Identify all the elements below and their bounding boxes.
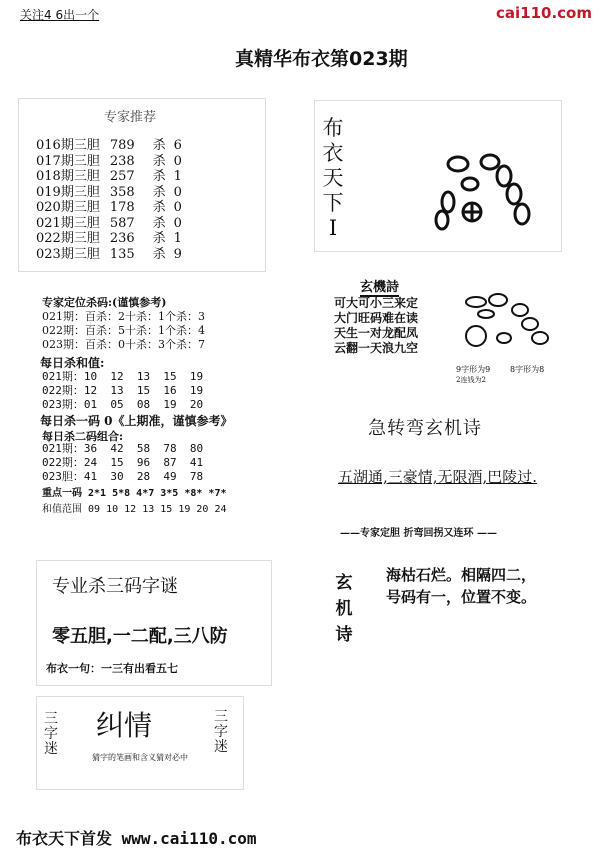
poem-line: 大门旺码难在读 xyxy=(334,311,419,325)
expert-nums: 587 xyxy=(109,215,135,231)
site-logo[interactable]: cai110.com xyxy=(496,4,592,22)
expert-nums: 178 xyxy=(109,200,135,215)
notice-text: 关注4 6出一个 xyxy=(20,8,100,22)
xuanji-vertical-title: 玄机诗 xyxy=(335,573,353,645)
jizhuan-title: 急转弯玄机诗 xyxy=(368,418,482,439)
expert-row xyxy=(36,231,182,247)
big-word: 纠情 xyxy=(96,709,153,742)
expert-kill-num: 0 xyxy=(173,215,182,231)
expert-issue: 023期三胆 xyxy=(36,246,100,262)
sum-range-line: 和值范围 09 10 12 13 15 19 20 24 xyxy=(42,504,227,515)
expert-nums: 257 xyxy=(109,169,135,184)
expert-row xyxy=(36,200,182,216)
expert-row xyxy=(36,169,182,185)
sum-row: 021期：10 12 13 15 19 xyxy=(42,370,204,383)
expert-issue: 022期三胆 xyxy=(36,231,100,246)
expert-title: 专家推荐 xyxy=(104,110,157,125)
expert-kill: 杀 xyxy=(152,169,166,184)
expert-kill: 杀 xyxy=(152,153,166,169)
expert-kill: 杀 xyxy=(152,246,166,262)
two-code-title: 每日杀二码组合: xyxy=(42,430,124,443)
xuanji-line: 号码有一，位置不变。 xyxy=(386,588,537,606)
expert-issue: 019期三胆 xyxy=(36,184,100,200)
xuanji-lines xyxy=(386,564,536,608)
expert-kill-num: 0 xyxy=(173,200,182,215)
riddle-title: 专业杀三码字谜 xyxy=(52,576,178,597)
side-label-right: 三字迷 xyxy=(214,709,228,755)
footer-text[interactable]: 布衣天下首发 www.cai110.com xyxy=(16,829,257,848)
one-code-title: 每日杀一码 0《上期准，谨慎参考》 xyxy=(40,414,233,428)
expert-kill: 杀 xyxy=(152,184,166,200)
buyi-line: 布衣一句：一三有出看五七 xyxy=(46,662,178,675)
sum-row: 023期：01 05 08 19 20 xyxy=(42,398,204,411)
position-row: 023期：百杀：0十杀：3个杀：7 xyxy=(42,338,205,351)
poem-line: 云翻一天浪九空 xyxy=(334,341,419,355)
expert-row xyxy=(36,138,182,154)
expert-kill: 杀 xyxy=(152,138,166,153)
expert-row xyxy=(36,154,182,170)
expert-row xyxy=(36,185,182,201)
side-label-left: 三字迷 xyxy=(44,711,58,757)
expert-nums: 236 xyxy=(109,231,135,246)
riddle-text: 零五胆,一二配,三八防 xyxy=(52,626,228,647)
expert-issue: 018期三胆 xyxy=(36,169,100,184)
poem-line: 可大可小三来定 xyxy=(334,296,419,310)
shape-note-2: 2连钱为2 xyxy=(456,376,486,384)
two-code-row: 021期：36 42 58 78 80 xyxy=(42,442,204,455)
two-code-row: 023胆：41 30 28 49 78 xyxy=(42,470,204,483)
expert-nums: 358 xyxy=(109,184,135,200)
chain-sketch-image xyxy=(430,142,548,232)
buyi-vertical-title: 布衣天下I xyxy=(322,116,344,240)
expert-nums: 238 xyxy=(109,153,135,169)
expert-kill-num: 1 xyxy=(173,169,182,184)
expert-kill-num: 0 xyxy=(173,184,182,200)
jizhuan-line: 五湖通,三豪情,无限酒,巴陵过. xyxy=(338,468,538,486)
page-title: 真精华布衣第023期 xyxy=(235,48,408,70)
expert-kill: 杀 xyxy=(152,200,166,215)
poem-title: 玄機詩 xyxy=(360,276,399,297)
expert-kill-num: 6 xyxy=(173,138,182,153)
expert-kill: 杀 xyxy=(152,231,166,246)
expert-issue: 020期三胆 xyxy=(36,200,100,215)
two-code-list xyxy=(42,442,203,484)
position-row: 022期：百杀：5十杀：1个杀：4 xyxy=(42,324,205,337)
expert-nums: 789 xyxy=(109,138,135,153)
expert-nums: 135 xyxy=(109,246,135,262)
expert-issue: 016期三胆 xyxy=(36,138,100,153)
shape-note-9: 9字形为9 xyxy=(456,365,491,374)
shape-note-8: 8字形为8 xyxy=(510,365,545,374)
chain-sketch-image-2 xyxy=(458,290,558,360)
expert-row xyxy=(36,216,182,232)
expert-kill: 杀 xyxy=(152,215,166,231)
hint-text: 猜字的笔画和含义猜对必中 xyxy=(92,753,188,762)
expert-issue: 017期三胆 xyxy=(36,153,100,169)
poem-line: 天生一对龙配凤 xyxy=(334,326,419,340)
expert-kill-num: 9 xyxy=(173,246,182,262)
expert-list xyxy=(36,138,182,262)
expert-issue: 021期三胆 xyxy=(36,215,100,231)
poem-lines xyxy=(334,296,418,356)
expert-row xyxy=(36,247,182,263)
position-list xyxy=(42,310,205,352)
position-title: 专家定位杀码:(谨慎参考) xyxy=(42,296,167,309)
expert-kill-num: 0 xyxy=(173,153,182,169)
sum-list xyxy=(42,370,203,412)
expert-banner: ——专家定胆 折弯回拐又连环 —— xyxy=(340,528,497,539)
xuanji-line: 海枯石烂。相隔四二， xyxy=(386,566,537,584)
sum-row: 022期：12 13 15 16 19 xyxy=(42,384,204,397)
expert-kill-num: 1 xyxy=(173,231,182,246)
sum-title: 每日杀和值: xyxy=(40,356,105,370)
position-row: 021期：百杀：2十杀：1个杀：3 xyxy=(42,310,205,323)
two-code-row: 022期：24 15 96 87 41 xyxy=(42,456,204,469)
key-code-line: 重点一码 2*1 5*8 4*7 3*5 *8* *7* xyxy=(42,488,227,499)
